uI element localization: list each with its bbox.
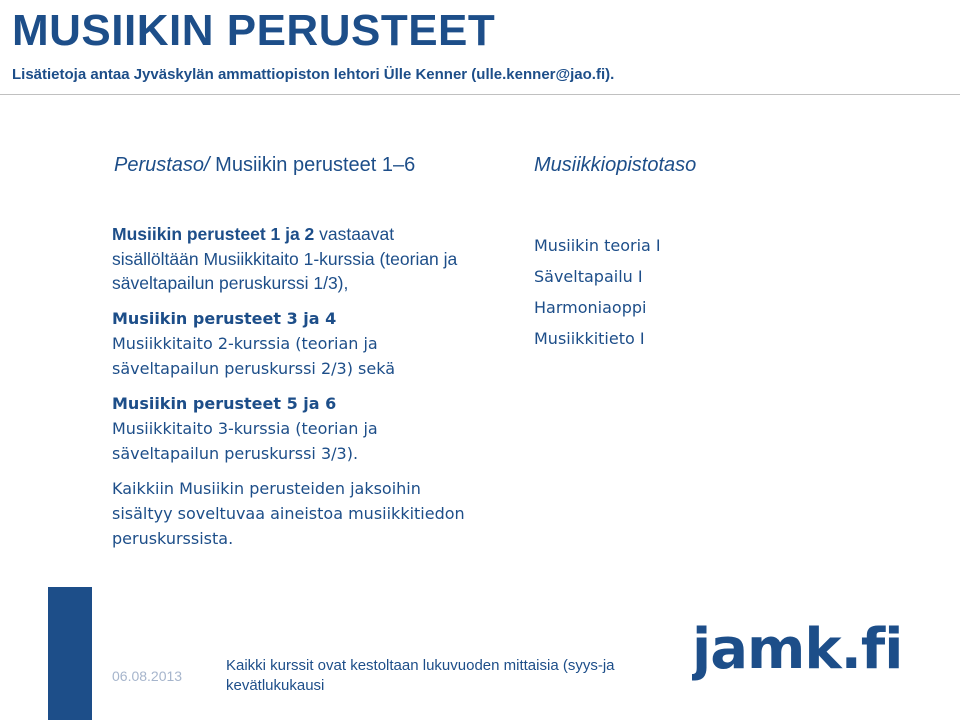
footer-note: Kaikki kurssit ovat kestoltaan lukuvuoden mittaisia (syys-ja kevätlukukausi — [226, 657, 615, 694]
left-column-body — [112, 222, 472, 561]
paragraph-2-text: Musiikkitaito 2-kurssia (teorian ja säveltapailun peruskurssi 2/3) sekä — [112, 333, 395, 378]
list-item-harmony: Harmoniaoppi — [534, 298, 647, 317]
paragraph-3-bold: Musiikin perusteet 5 ja 6 — [112, 393, 337, 413]
list-item-music-knowledge: Musiikkitieto I — [534, 329, 645, 348]
paragraph-1-bold: Musiikin perusteet 1 ja 2 — [112, 224, 315, 244]
paragraph-3 — [112, 391, 472, 466]
list-item-theory: Musiikin teoria I — [534, 236, 661, 255]
paragraph-3-text: Musiikkitaito 3-kurssia (teorian ja säveltapailun peruskurssi 3/3). — [112, 418, 378, 463]
decorative-blue-bar — [48, 587, 92, 720]
heading-italic-part: Perustaso/ — [114, 154, 210, 176]
paragraph-2 — [112, 306, 472, 381]
paragraph-4: Kaikkiin Musiikin perusteiden jaksoihin sisältyy soveltuvaa aineistoa musiikkitiedon peruskurssista. — [112, 478, 465, 548]
logo-text: jamk.fi — [692, 617, 903, 682]
paragraph-1 — [112, 222, 472, 296]
right-column-list — [534, 230, 661, 354]
paragraph-2-bold: Musiikin perusteet 3 ja 4 — [112, 308, 337, 328]
footer-date: 06.08.2013 — [112, 668, 183, 684]
contact-subtitle: Lisätietoja antaa Jyväskylän ammattiopiston lehtori Ülle Kenner (ulle.kenner@jao.fi). — [12, 66, 615, 83]
list-item-ear-training: Säveltapailu I — [534, 267, 643, 286]
heading-rest-part: Musiikin perusteet 1–6 — [209, 154, 416, 176]
right-heading-text: Musiikkiopistotaso — [534, 154, 697, 176]
paragraph-1-text: vastaavat sisällöltään Musiikkitaito 1-kurssia (teorian ja säveltapailun peruskurssi 1/3), — [112, 224, 458, 293]
jamk-logo — [692, 612, 914, 692]
page-title: MUSIIKIN PERUSTEET — [12, 6, 496, 55]
right-column-heading — [534, 154, 696, 177]
left-column-heading — [114, 154, 415, 177]
header-divider — [0, 94, 960, 95]
